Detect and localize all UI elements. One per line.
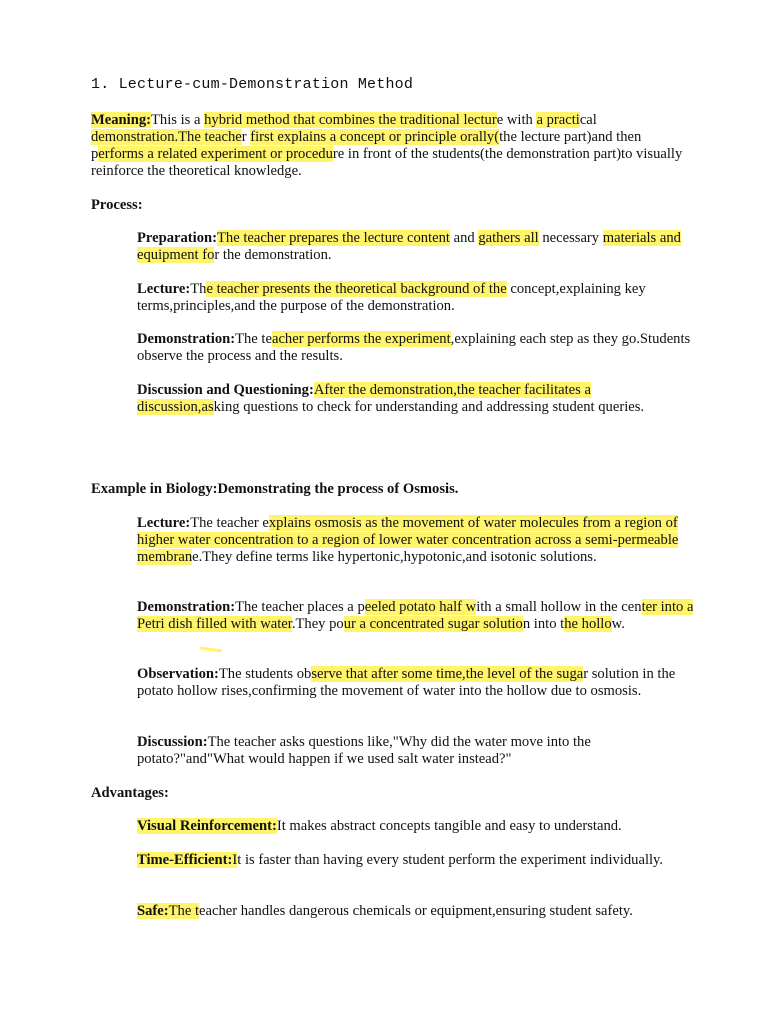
example-label: Example in Biology:Demonstrating the process of Osmosis.: [91, 481, 459, 497]
example-demonstration-highlight-2: ter into a Petri dish filled with water: [137, 599, 694, 632]
meaning-text-5: the lecture part)and then p: [91, 129, 642, 162]
meaning-text-2: e with: [496, 112, 537, 128]
advantages-heading: [91, 785, 691, 802]
advantages-label: Advantages:: [91, 785, 169, 801]
meaning-text-4: r: [241, 129, 251, 145]
process-discussion-highlight-1: After the demonstration,the teacher facilitates a discussion,as: [137, 382, 591, 415]
process-demonstration-text-1: The te: [235, 331, 272, 347]
preparation-text-3: r the demonstration.: [214, 247, 332, 263]
safe-text: eacher handles dangerous chemicals or equipment,ensuring student safety.: [199, 903, 633, 919]
process-demonstration-text-2: ,explaining each step as they go.Students observe the process and the results.: [137, 331, 691, 364]
safe-highlight-1: The t: [168, 903, 200, 919]
example-demonstration-highlight-1: eeled potato half w: [364, 599, 477, 615]
preparation-highlight-1: The teacher prepares the lecture content: [216, 230, 450, 246]
observation-label: Observation:: [137, 666, 219, 682]
process-discussion-text-1: king questions to check for understanding and addressing student queries.: [213, 399, 645, 415]
process-label: Process:: [91, 197, 143, 213]
time-efficient-paragraph: [137, 852, 697, 869]
example-demonstration-text-1: The teacher places a p: [235, 599, 365, 615]
meaning-text-1: This is a: [151, 112, 205, 128]
highlighter-stroke: [200, 646, 222, 652]
meaning-highlight-4: first explains a concept or principle orally(: [250, 129, 500, 145]
meaning-paragraph: [91, 112, 691, 180]
visual-reinforcement-text: It makes abstract concepts tangible and easy to understand.: [276, 818, 622, 834]
preparation-highlight-2: gathers all: [478, 230, 539, 246]
example-demonstration-highlight-4: he hollo: [564, 616, 612, 632]
process-lecture-text-2: concept,explaining key terms,principles,and the purpose of the demonstration.: [137, 281, 646, 314]
example-lecture-label: Lecture:: [137, 515, 191, 531]
meaning-text-3: cal: [579, 112, 597, 128]
example-demonstration-text-4: n into t: [522, 616, 565, 632]
preparation-label: Preparation:: [137, 230, 217, 246]
visual-reinforcement-paragraph: [137, 818, 697, 835]
example-demonstration-text-5: w.: [611, 616, 625, 632]
meaning-highlight-5: erforms a related experiment or procedu: [98, 146, 333, 162]
process-discussion-label: Discussion and Questioning:: [137, 382, 314, 398]
example-lecture-text-1: The teacher e: [190, 515, 269, 531]
observation-text-1: The students ob: [218, 666, 312, 682]
process-lecture-label: Lecture:: [137, 281, 191, 297]
example-discussion-text-1: The teacher asks questions like,"Why did the water move into the potato?"and"What would happen if we used salt water instead?": [137, 734, 591, 767]
example-discussion-paragraph: [137, 734, 697, 768]
meaning-highlight-3: demonstration.The teache: [91, 129, 242, 145]
example-demonstration-label: Demonstration:: [137, 599, 236, 615]
example-heading: [91, 481, 691, 498]
process-demonstration-label: Demonstration:: [137, 331, 236, 347]
example-lecture-highlight-1: xplains osmosis as the movement of water molecules from a region of higher water concentration to a region of lower water concentration across a semi-permeable membran: [137, 515, 679, 565]
example-discussion-label: Discussion:: [137, 734, 208, 750]
observation-highlight-1: serve that after some time,the level of the suga: [311, 666, 584, 682]
example-demonstration-paragraph: [137, 599, 697, 633]
preparation-text-1: and: [449, 230, 479, 246]
process-heading: [91, 197, 691, 214]
meaning-highlight-1: hybrid method that combines the traditional lectur: [204, 112, 497, 128]
preparation-text-2: necessary: [538, 230, 603, 246]
process-lecture-highlight-1: e teacher presents the theoretical background of the: [206, 281, 507, 297]
safe-paragraph: [137, 903, 697, 920]
preparation-highlight-3: materials and equipment fo: [137, 230, 681, 263]
time-efficient-label: Time-Efficient:: [137, 852, 233, 868]
process-lecture-paragraph: [137, 281, 697, 315]
process-demonstration-highlight-1: acher performs the experiment: [271, 331, 451, 347]
example-demonstration-highlight-3: ur a concentrated sugar solutio: [343, 616, 523, 632]
preparation-paragraph: [137, 230, 697, 264]
example-demonstration-text-2: ith a small hollow in the cen: [476, 599, 642, 615]
section-heading: 1. Lecture-cum-Demonstration Method: [91, 76, 414, 93]
example-demonstration-text-3: .They po: [291, 616, 344, 632]
process-lecture-text-1: Th: [190, 281, 207, 297]
time-efficient-text: t is faster than having every student perform the experiment individually.: [237, 852, 664, 868]
safe-label: Safe:: [137, 903, 169, 919]
observation-text-2: r solution in the potato hollow rises,confirming the movement of water into the hollow due to osmosis.: [137, 666, 676, 699]
observation-paragraph: [137, 666, 697, 700]
meaning-label: Meaning:: [91, 112, 151, 128]
meaning-highlight-2: a practi: [536, 112, 580, 128]
process-demonstration-paragraph: [137, 331, 697, 365]
example-lecture-text-2: e.They define terms like hypertonic,hypotonic,and isotonic solutions.: [192, 549, 597, 565]
visual-reinforcement-label: Visual Reinforcement:: [137, 818, 277, 834]
example-lecture-paragraph: [137, 515, 697, 566]
meaning-text-6: re in front of the students(the demonstration part)to visually reinforce the theoretical knowledge.: [91, 146, 683, 179]
time-efficient-highlight-1: I: [232, 852, 238, 868]
process-discussion-paragraph: [137, 382, 697, 416]
